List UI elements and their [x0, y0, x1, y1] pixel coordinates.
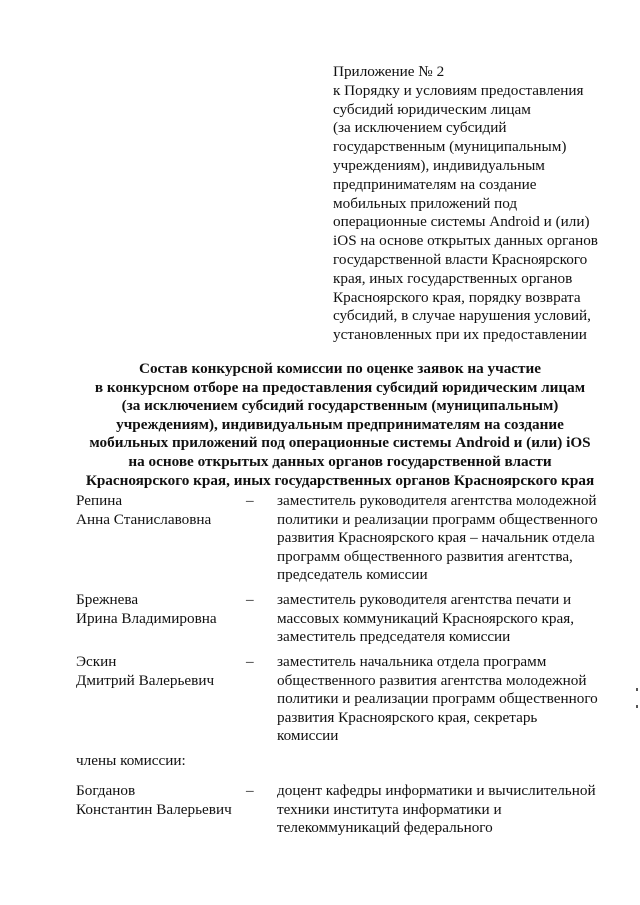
title-line: (за исключением субсидий государственным (муниципальным) [121, 397, 559, 415]
role-line: общественного развития агентства молодежной [277, 671, 587, 689]
appendix-block [333, 63, 623, 345]
member-given-name: Константин Валерьевич [76, 800, 232, 818]
role-line: комиссии [277, 727, 339, 745]
scan-edge-mark [636, 688, 638, 691]
dash-separator: – [246, 782, 254, 799]
appendix-line: учреждениям), индивидуальным [333, 156, 545, 174]
member-surname: Репина [76, 492, 123, 509]
member-given-name: Анна Станиславовна [76, 510, 212, 528]
role-line: развития Красноярского края – начальник отдела [277, 529, 595, 547]
appendix-line: субсидий юридическим лицам [333, 100, 531, 118]
member-name [76, 492, 246, 529]
role-line: политики и реализации программ общественного [277, 690, 598, 708]
title-line: Красноярского края, иных государственных органов Красноярского края [85, 471, 595, 489]
role-line: телекоммуникаций федерального [277, 819, 493, 837]
member-role [277, 591, 607, 647]
member-role [277, 492, 607, 585]
role-line: техники института информатики и [277, 800, 502, 818]
appendix-line: операционные системы Android и (или) [333, 213, 590, 231]
member-surname: Брежнева [76, 591, 139, 608]
role-line: заместитель руководителя агентства молодежной [277, 492, 597, 509]
appendix-line: субсидий, в случае нарушения условий, [333, 307, 591, 325]
document-title [60, 360, 620, 490]
appendix-line: установленных при их предоставлении [333, 326, 587, 344]
appendix-line: предпринимателям на создание [333, 175, 537, 193]
appendix-line: к Порядку и условиям предоставления [333, 81, 584, 99]
appendix-line: государственной власти Красноярского [333, 250, 588, 268]
members-section-label: члены комиссии: [76, 752, 186, 769]
appendix-line: iOS на основе открытых данных органов [333, 232, 598, 250]
role-line: заместитель председателя комиссии [277, 628, 511, 646]
member-role [277, 782, 607, 838]
role-line: политики и реализации программ общественного [277, 510, 598, 528]
role-line: председатель комиссии [277, 566, 428, 584]
dash-separator: – [246, 653, 254, 670]
scan-edge-mark [636, 705, 638, 708]
appendix-line: (за исключением субсидий [333, 119, 507, 137]
appendix-line: края, иных государственных органов [333, 269, 573, 287]
member-role [277, 653, 607, 746]
title-line: учреждениям), индивидуальным предпринимателям на создание [116, 415, 564, 433]
role-line: развития Красноярского края, секретарь [277, 708, 538, 726]
appendix-line: Красноярского края, порядку возврата [333, 288, 581, 306]
member-name [76, 591, 246, 628]
title-line: в конкурсном отборе на предоставления субсидий юридическим лицам [94, 378, 586, 396]
dash-separator: – [246, 492, 254, 509]
title-line: мобильных приложений под операционные системы Android и (или) iOS [89, 434, 591, 452]
member-given-name: Ирина Владимировна [76, 609, 217, 627]
appendix-line: государственным (муниципальным) [333, 138, 567, 156]
member-surname: Богданов [76, 782, 136, 799]
role-line: заместитель руководителя агентства печати и [277, 591, 572, 608]
role-line: заместитель начальника отдела программ [277, 653, 547, 670]
member-name [76, 653, 246, 690]
title-line: на основе открытых данных органов государственной власти [128, 452, 552, 470]
role-line: доцент кафедры информатики и вычислительной [277, 782, 596, 799]
role-line: программ общественного развития агентства, [277, 547, 573, 565]
member-name [76, 782, 246, 819]
appendix-heading: Приложение № 2 [333, 63, 445, 80]
role-line: массовых коммуникаций Красноярского края, [277, 609, 575, 627]
appendix-line: мобильных приложений под [333, 194, 518, 212]
title-line: Состав конкурсной комиссии по оценке заявок на участие [138, 360, 541, 377]
member-given-name: Дмитрий Валерьевич [76, 671, 215, 689]
dash-separator: – [246, 591, 254, 608]
member-surname: Эскин [76, 653, 117, 670]
